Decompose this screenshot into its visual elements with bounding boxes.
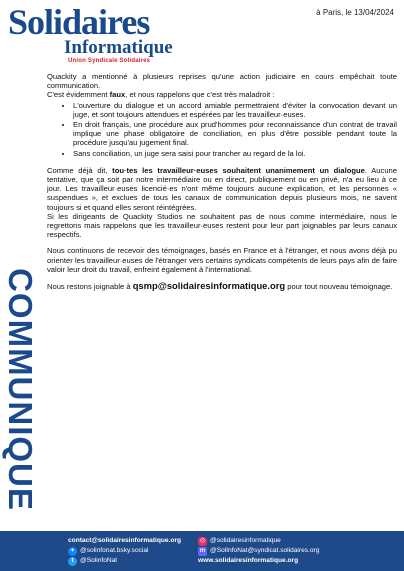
side-label — [0, 262, 41, 517]
footer-website[interactable]: www.solidairesinformatique.org — [198, 557, 299, 564]
paragraph-5: Nous continuons de recevoir des témoignages, basés en France et à l'étranger, et nous avons déjà pu orienter les travailleur·euses de l'étranger vers certains syndicats compétents de leurs pays afin de faire valoir leur droit du travail, enfreint également à l'international. — [47, 246, 397, 274]
paragraph-4: Si les dirigeants de Quackity Studios ne souhaitent pas de nous comme intermédiaire, nous le regrettons mais rappelons que les travailleur·euses restent pour leur part joignables par leurs canaux respectifs. — [47, 211, 397, 240]
bullet-item: • En droit français, une procédure aux prud'hommes pour reconnaissance d'un contrat de travail implique une phase obligatoire de conciliation, en plus d'être possible pendant toute la procédure jusqu'au jugement final. — [73, 120, 397, 148]
paragraph-1: Quackity a mentionné à plusieurs reprises qu'une action judiciaire en cours empêchait toute communication. — [47, 72, 397, 91]
paragraph-2: C'est évidemment faux, et nous rappelons que c'est très maladroit : — [47, 90, 275, 100]
contact-email-link[interactable]: qsmp@solidairesinformatique.org — [132, 280, 286, 292]
side-label-text: COMMUNIQUE — [2, 268, 39, 511]
footer-mastodon[interactable]: @SolInfoNat@syndicat.solidaires.org — [210, 547, 320, 554]
bullet-list — [47, 101, 397, 158]
instagram-icon: ◎ — [199, 538, 206, 544]
logo-line1: Solidaires — [8, 2, 150, 42]
mastodon-icon: m — [199, 548, 206, 554]
bluesky-icon: ✦ — [69, 548, 76, 554]
twitter-icon: t — [68, 557, 77, 566]
paragraph-6: Nous restons joignable à qsmp@solidairesinformatique.org pour tout nouveau témoignage. — [47, 280, 393, 292]
date: à Paris, le 13/04/2024 — [316, 8, 394, 17]
footer-bluesky[interactable]: @solinfonat.bsky.social — [80, 547, 149, 554]
footer-email[interactable]: contact@solidairesinformatique.org — [68, 537, 182, 544]
footer-instagram[interactable]: @solidairesinformatique — [210, 537, 281, 544]
logo — [8, 4, 178, 64]
logo-line3: Union Syndicale Solidaires — [68, 58, 151, 64]
paragraph-3: Comme déjà dit, tou·tes les travailleur·euses souhaitent unanimement un dialogue. Aucune tentative, que ça soit par notre intermédiaire ou en direct, publiquement ou en privé, n'a eu lieu à ce jour. Les travailleur·euses licencié·es n'ont même toujours aucune explication, et les personnes « suspendues », et exclues de tous les canaux de communication depuis plusieurs mois, ne savent toujours si et quand elles seront réintégrées. — [47, 165, 397, 212]
footer — [0, 531, 404, 571]
footer-twitter[interactable]: @SolinfoNat — [80, 557, 118, 564]
bullet-item: • Sans conciliation, un juge sera saisi pour trancher au regard de la loi. — [73, 149, 397, 158]
logo-line2: Informatique — [64, 37, 173, 58]
body-text — [47, 72, 397, 291]
bullet-item: • L'ouverture du dialogue et un accord amiable permettraient d'éviter la convocation devant un juge, et sont toujours attendues et espérées par les travailleur·euses. — [73, 101, 397, 119]
